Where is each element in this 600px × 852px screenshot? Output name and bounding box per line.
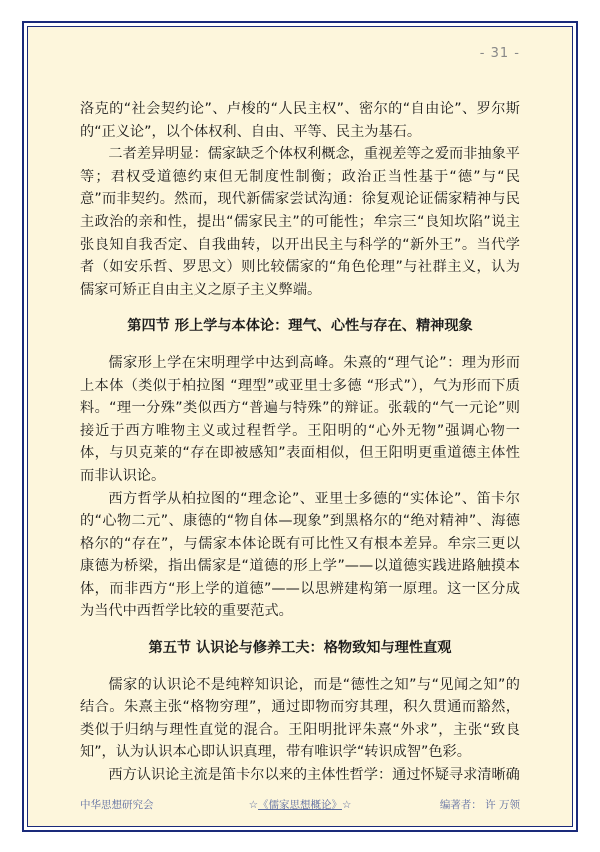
book-title: 《儒家思想概论》 (258, 799, 342, 811)
paragraph: 二者差异明显：儒家缺乏个体权利概念，重视差等之爱而非抽象平等；君权受道德约束但无制度性制衡；政治正当性基于“德”与“民意”而非契约。然而，现代新儒家尝试沟通：徐复观论证儒家精神与民主政治的亲和性，提出“儒家民主”的可能性；牟宗三“良知坎陷”说主张良知自我否定、自我曲转，以开出民主与科学的“新外王”。当代学者（如安乐哲、罗思文）则比较儒家的“角色伦理”与社群主义，认为儒家可矫正自由主义之原子主义弊端。 (80, 146, 520, 298)
paragraph: 儒家形上学在宋明理学中达到高峰。朱熹的“理气论”：理为形而上本体（类似于柏拉图 “理型”或亚里士多德 “形式”），气为形而下质料。“理一分殊”类似西方“普遍与特殊”的辩证。张载的“气一元论”则接近于西方唯物主义或过程哲学。王阳明的“心外无物”强调心物一体，与贝克莱的“存在即被感知”表面相似，但王阳明更重道德主体性而非认识论。 (80, 354, 520, 484)
star-icon: ☆ (342, 799, 352, 811)
footer-author: 编著者： 许 万领 (439, 799, 520, 811)
star-icon: ☆ (248, 799, 258, 811)
paragraph: 洛克的“社会契约论”、卢梭的“人民主权”、密尔的“自由论”、罗尔斯的“正义论”，以个体权利、自由、平等、民主为基石。 (80, 101, 520, 140)
page-body (80, 98, 520, 787)
section-heading: 第五节 认识论与修养工夫：格物致知与理性直观 (148, 640, 452, 657)
page-number: - 31 - (479, 46, 520, 61)
paragraph: 西方哲学从柏拉图的“理念论”、亚里士多德的“实体论”、笛卡尔的“心物二元”、康德的“物自体—现象”到黑格尔的“绝对精神”、海德格尔的“存在”，与儒家本体论既有可比性又有根本差异。牟宗三更以康德为桥梁，指出儒家是“道德的形上学”——以道德实践进路触摸本体，而非西方“形上学的道德”——以思辨建构第一原理。这一区分成为当代中西哲学比较的重要范式。 (80, 490, 520, 620)
paragraph: 西方认识论主流是笛卡尔以来的主体性哲学：通过怀疑寻求清晰确 (108, 767, 520, 784)
footer-organization: 中华思想研究会 (80, 799, 154, 811)
section-heading: 第四节 形上学与本体论：理气、心性与存在、精神现象 (127, 318, 473, 335)
paragraph: 儒家的认识论不是纯粹知识论，而是“德性之知”与“见闻之知”的结合。朱熹主张“格物穷理”，通过即物而穷其理，积久贯通而豁然，类似于归纳与理性直觉的混合。王阳明批评朱熹“外求”，主张“致良知”，认为认识本心即认识真理，带有唯识学“转识成智”色彩。 (80, 676, 520, 761)
